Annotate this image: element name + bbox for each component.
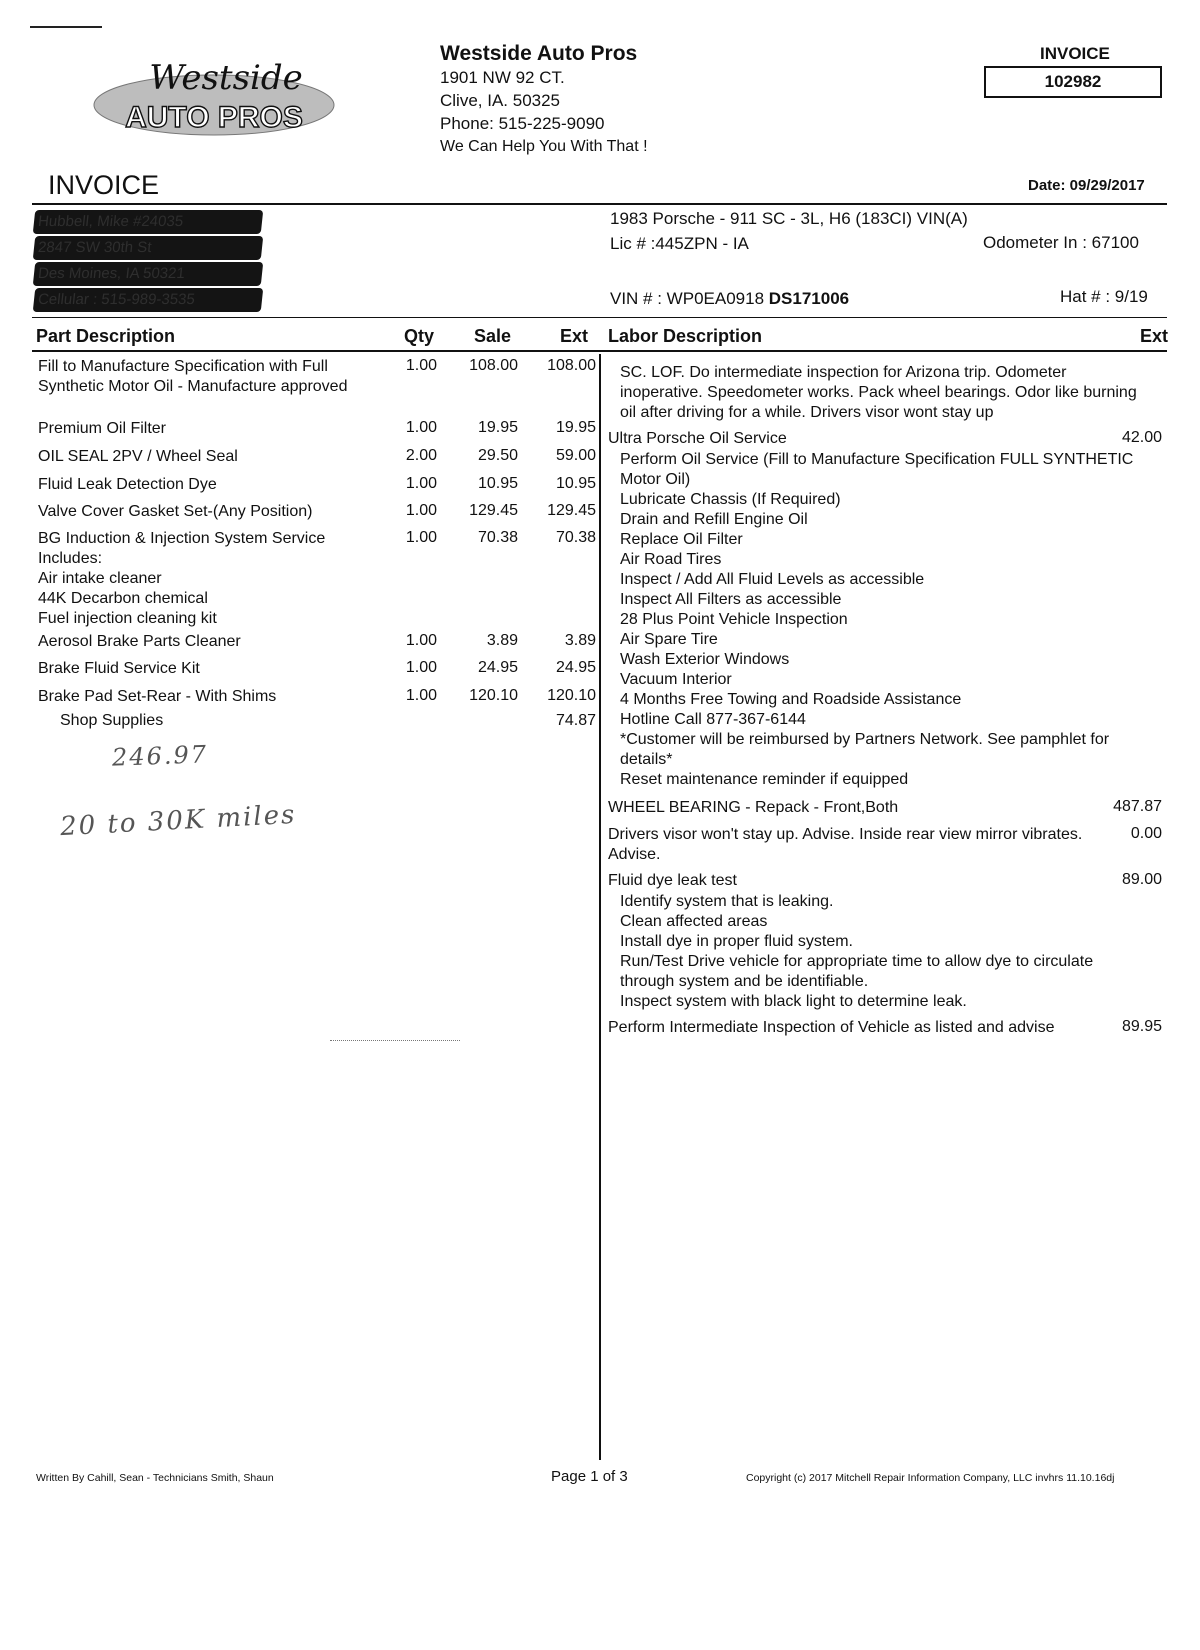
column-divider: [599, 354, 601, 1460]
col-header-labor: Labor Description: [608, 326, 763, 346]
page-title: INVOICE: [48, 170, 160, 200]
labor-op-4-ext: 89.00: [1121, 871, 1162, 888]
part-sale-6: 70.38: [477, 529, 518, 546]
labor-concern: SC. LOF. Do intermediate inspection for Arizona trip. Odometer inoperative. Speedometer works. Pack wheel bearings. Odor like burning oil after driving for a while. Drivers visor wont stay up: [620, 364, 1137, 421]
header-divider: [32, 203, 1167, 205]
labor-op-3-title: Drivers visor won't stay up. Advise. Inside rear view mirror vibrates. Advise.: [608, 826, 1083, 863]
col-header-qty: Qty: [404, 326, 435, 346]
labor-op-4-detail-4: Run/Test Drive vehicle for appropriate time to allow dye to circulate through system and be identifiable.: [620, 953, 1094, 990]
shop-supplies-label: Shop Supplies: [60, 712, 164, 729]
shop-phone: Phone: 515-225-9090: [440, 114, 605, 133]
labor-op-5-title: Perform Intermediate Inspection of Vehicle as listed and advise: [608, 1019, 1055, 1036]
part-ext-5: 129.45: [547, 502, 596, 519]
part-sale-5: 129.45: [469, 502, 518, 519]
labor-op-4-title: Fluid dye leak test: [608, 872, 737, 889]
part-qty-6: 1.00: [405, 529, 437, 546]
col-header-labor-ext: Ext: [1140, 326, 1169, 346]
labor-op-3-ext: 0.00: [1130, 825, 1162, 842]
svg-text:AUTO PROS: AUTO PROS: [125, 101, 303, 134]
shop-slogan: We Can Help You With That !: [440, 138, 648, 155]
part-desc-3: OIL SEAL 2PV / Wheel Seal: [38, 448, 238, 465]
col-header-sale: Sale: [474, 326, 512, 346]
bg-include-1: Air intake cleaner: [38, 570, 162, 587]
labor-op-1-detail-3: Drain and Refill Engine Oil: [620, 511, 808, 528]
labor-op-1-detail-12: 4 Months Free Towing and Roadside Assistance: [620, 691, 962, 708]
handwritten-amount: 246.97: [111, 740, 209, 772]
labor-op-2-ext: 487.87: [1113, 798, 1162, 815]
written-by: Written By Cahill, Sean - Technicians Smith, Shaun: [36, 1472, 274, 1484]
part-desc-2: Premium Oil Filter: [38, 420, 167, 437]
odometer-in: Odometer In : 67100: [983, 233, 1139, 252]
vehicle-vin: VIN # : WP0EA0918 DS171006: [610, 289, 850, 308]
invoice-label: INVOICE: [1040, 44, 1110, 63]
labor-op-2-title: WHEEL BEARING - Repack - Front,Both: [608, 799, 899, 816]
part-qty-7: 1.00: [405, 632, 437, 649]
part-sale-4: 10.95: [477, 475, 518, 492]
labor-op-4-detail-5: Inspect system with black light to determine leak.: [620, 993, 967, 1010]
shop-supplies-ext: 74.87: [555, 712, 596, 729]
labor-op-4-detail-1: Identify system that is leaking.: [620, 893, 834, 910]
labor-op-1-detail-6: Inspect / Add All Fluid Levels as accessible: [620, 571, 925, 588]
col-header-ext: Ext: [560, 326, 589, 346]
part-desc-9: Brake Pad Set-Rear - With Shims: [38, 688, 277, 705]
part-ext-9: 120.10: [547, 687, 596, 704]
part-ext-4: 10.95: [555, 475, 596, 492]
customer-city-redacted: Des Moines, IA 50321: [33, 262, 264, 286]
part-qty-1: 1.00: [405, 357, 437, 374]
vehicle-license: Lic # :445ZPN - IA: [610, 234, 749, 253]
labor-op-1-detail-5: Air Road Tires: [620, 551, 722, 568]
part-sale-3: 29.50: [477, 447, 518, 464]
scan-speck: [330, 1040, 460, 1041]
labor-op-1-detail-2: Lubricate Chassis (If Required): [620, 491, 841, 508]
labor-op-4-detail-2: Clean affected areas: [620, 913, 768, 930]
part-sale-9: 120.10: [469, 687, 518, 704]
part-ext-6: 70.38: [555, 529, 596, 546]
part-qty-4: 1.00: [405, 475, 437, 492]
labor-op-1-detail-14: *Customer will be reimbursed by Partners Network. See pamphlet for details*: [620, 731, 1110, 768]
svg-text:Westside: Westside: [149, 58, 303, 98]
part-sale-2: 19.95: [477, 419, 518, 436]
labor-op-1-detail-4: Replace Oil Filter: [620, 531, 743, 548]
table-top-rule: [32, 317, 1167, 318]
part-sale-1: 108.00: [469, 357, 518, 374]
shop-name: Westside Auto Pros: [440, 42, 638, 65]
part-ext-7: 3.89: [564, 632, 596, 649]
table-header-rule: [32, 350, 1167, 352]
part-qty-2: 1.00: [405, 419, 437, 436]
part-qty-9: 1.00: [405, 687, 437, 704]
col-header-part: Part Description: [36, 326, 176, 346]
part-desc-8: Brake Fluid Service Kit: [38, 660, 200, 677]
part-desc-7: Aerosol Brake Parts Cleaner: [38, 633, 241, 650]
customer-phone-redacted: Cellular : 515-989-3535: [33, 288, 264, 312]
part-qty-5: 1.00: [405, 502, 437, 519]
labor-op-1-detail-15: Reset maintenance reminder if equipped: [620, 771, 909, 788]
part-sale-8: 24.95: [477, 659, 518, 676]
part-qty-3: 2.00: [405, 447, 437, 464]
bg-include-3: Fuel injection cleaning kit: [38, 610, 217, 627]
labor-op-1-detail-10: Wash Exterior Windows: [620, 651, 790, 668]
labor-op-1-title: Ultra Porsche Oil Service: [608, 430, 787, 447]
part-desc-5: Valve Cover Gasket Set-(Any Position): [38, 503, 313, 520]
part-desc-6: BG Induction & Injection System Service Includes:: [38, 530, 326, 567]
labor-op-4-detail-3: Install dye in proper fluid system.: [620, 933, 853, 950]
labor-op-1-ext: 42.00: [1121, 429, 1162, 446]
part-desc-1: Fill to Manufacture Specification with Full Synthetic Motor Oil - Manufacture approved: [38, 358, 348, 395]
labor-op-1-detail-1: Perform Oil Service (Fill to Manufacture Specification FULL SYNTHETIC Motor Oil): [620, 451, 1134, 488]
shop-address-line2: Clive, IA. 50325: [440, 91, 561, 110]
labor-op-1-detail-8: 28 Plus Point Vehicle Inspection: [620, 611, 848, 628]
handwritten-note: 20 to 30K miles: [59, 799, 298, 843]
invoice-number: 102982: [984, 66, 1162, 98]
labor-op-5-ext: 89.95: [1121, 1018, 1162, 1035]
invoice-date: Date: 09/29/2017: [1028, 177, 1145, 194]
labor-op-1-detail-7: Inspect All Filters as accessible: [620, 591, 842, 608]
part-ext-1: 108.00: [547, 357, 596, 374]
shop-address-line1: 1901 NW 92 CT.: [440, 68, 565, 87]
labor-op-1-detail-11: Vacuum Interior: [620, 671, 732, 688]
labor-op-1-detail-9: Air Spare Tire: [620, 631, 718, 648]
customer-street-redacted: 2847 SW 30th St: [33, 236, 264, 260]
part-desc-4: Fluid Leak Detection Dye: [38, 476, 217, 493]
page-indicator: Page 1 of 3: [551, 1468, 628, 1485]
shop-logo: [88, 55, 340, 143]
part-ext-3: 59.00: [555, 447, 596, 464]
part-ext-8: 24.95: [555, 659, 596, 676]
hat-number: Hat # : 9/19: [1060, 287, 1148, 306]
part-ext-2: 19.95: [555, 419, 596, 436]
labor-op-1-detail-13: Hotline Call 877-367-6144: [620, 711, 806, 728]
bg-include-2: 44K Decarbon chemical: [38, 590, 208, 607]
part-sale-7: 3.89: [486, 632, 518, 649]
corner-mark: [30, 26, 102, 28]
vehicle-description: 1983 Porsche - 911 SC - 3L, H6 (183CI) VIN(A): [610, 209, 968, 228]
customer-name-redacted: Hubbell, Mike #24035: [33, 210, 264, 234]
part-qty-8: 1.00: [405, 659, 437, 676]
copyright: Copyright (c) 2017 Mitchell Repair Information Company, LLC invhrs 11.10.16dj: [746, 1472, 1115, 1484]
